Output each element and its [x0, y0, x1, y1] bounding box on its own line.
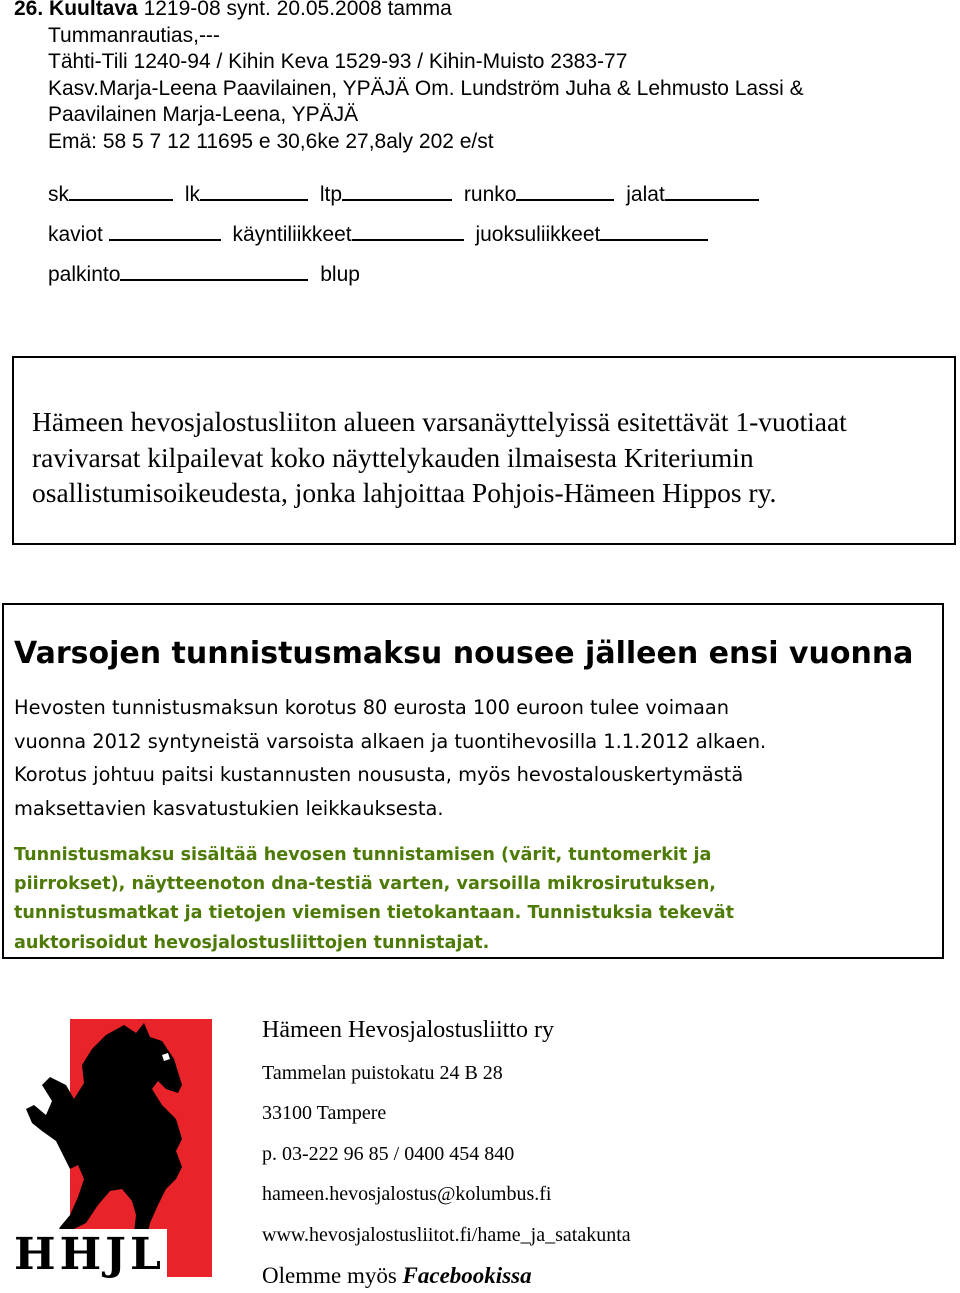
field-blank[interactable]	[352, 220, 464, 241]
facebook-link[interactable]: Facebookissa	[402, 1263, 532, 1288]
website-link[interactable]: www.hevosjalostusliitot.fi/hame_ja_satakunta	[262, 1224, 631, 1246]
body-line: Hevosten tunnistusmaksun korotus 80 eurosta 100 euroon tulee voimaan	[14, 696, 730, 719]
city-address: 33100 Tampere	[262, 1102, 387, 1124]
article-title: Varsojen tunnistusmaksu nousee jälleen ensi vuonna	[14, 636, 914, 671]
entry-color: Tummanrautias,---	[48, 23, 220, 47]
phone-numbers: p. 03-222 96 85 / 0400 454 840	[262, 1143, 515, 1165]
entry-dam-stats: Emä: 58 5 7 12 11695 e 30,6ke 27,8aly 202 e/st	[48, 129, 494, 153]
field-blank[interactable]	[600, 220, 708, 241]
field-label: palkinto	[48, 263, 121, 286]
body-line: Korotus johtuu paitsi kustannusten noususta, myös hevostalouskertymästä	[14, 763, 744, 786]
entry-pedigree: Tähti-Tili 1240-94 / Kihin Keva 1529-93 / Kihin-Muisto 2383-77	[48, 50, 628, 73]
notice-box	[12, 356, 956, 545]
field-blank[interactable]	[109, 220, 221, 241]
form-row-3	[48, 260, 360, 287]
facebook-line: Olemme myös Facebookissa	[262, 1263, 532, 1288]
field-label: sk	[48, 183, 69, 206]
highlight-line: piirrokset), näytteenoton dna-testiä varten, varsoilla mikrosirutuksen,	[14, 874, 716, 895]
field-label: kaviot	[48, 223, 103, 246]
entry-heading: 26. Kuultava 1219-08 synt. 20.05.2008 tamma	[14, 0, 452, 20]
logo-text: HHJL	[14, 1229, 165, 1280]
form-row-1	[48, 180, 765, 207]
entry-breeder: Kasv.Marja-Leena Paavilainen, YPÄJÄ Om. Lundström Juha & Lehmusto Lassi &	[48, 76, 804, 100]
article-highlight	[14, 841, 934, 958]
street-address: Tammelan puistokatu 24 B 28	[262, 1062, 503, 1084]
highlight-line: Tunnistusmaksu sisältää hevosen tunnistamisen (värit, tuntomerkit ja	[14, 845, 712, 865]
field-label: juoksuliikkeet	[475, 223, 601, 246]
form-row-2	[48, 220, 714, 247]
field-blank[interactable]	[69, 180, 173, 201]
field-blank[interactable]	[342, 180, 452, 201]
notice-text: Hämeen hevosjalostusliiton alueen varsanäyttelyissä esitettävät 1-vuotiaat ravivarsat kilpailevat koko näyttelykauden ilmaisesta Kriteriumin osallistumisoikeudesta, jonka lahjoittaa Pohjois-Hämeen Hippos ry.	[32, 406, 847, 508]
highlight-line: tunnistusmatkat ja tietojen viemisen tietokantaan. Tunnistuksia tekevät	[14, 903, 734, 924]
field-blank[interactable]	[665, 180, 759, 201]
field-label: käyntiliikkeet	[232, 223, 352, 246]
field-blank[interactable]	[516, 180, 614, 201]
article-body	[14, 691, 934, 825]
email-link[interactable]: hameen.hevosjalostus@kolumbus.fi	[262, 1183, 552, 1205]
article-box	[2, 603, 944, 959]
field-label: blup	[320, 263, 360, 286]
field-label: lk	[184, 183, 201, 206]
entry-owner: Paavilainen Marja-Leena, YPÄJÄ	[48, 103, 359, 126]
body-line: vuonna 2012 syntyneistä varsoista alkaen ja tuontihevosilla 1.1.2012 alkaen.	[14, 729, 767, 753]
catalog-entry	[14, 0, 804, 155]
field-label: runko	[463, 183, 517, 206]
org-name: Hämeen Hevosjalostusliitto ry	[262, 1017, 554, 1043]
highlight-line: auktorisoidut hevosjalostusliittojen tunnistajat.	[14, 932, 490, 953]
field-label: jalat	[626, 183, 665, 206]
field-label: ltp	[319, 183, 343, 206]
hhjl-logo	[12, 1019, 212, 1280]
body-line: maksettavien kasvatustukien leikkauksesta.	[14, 796, 444, 820]
field-blank[interactable]	[200, 180, 308, 201]
field-blank[interactable]	[120, 260, 308, 281]
